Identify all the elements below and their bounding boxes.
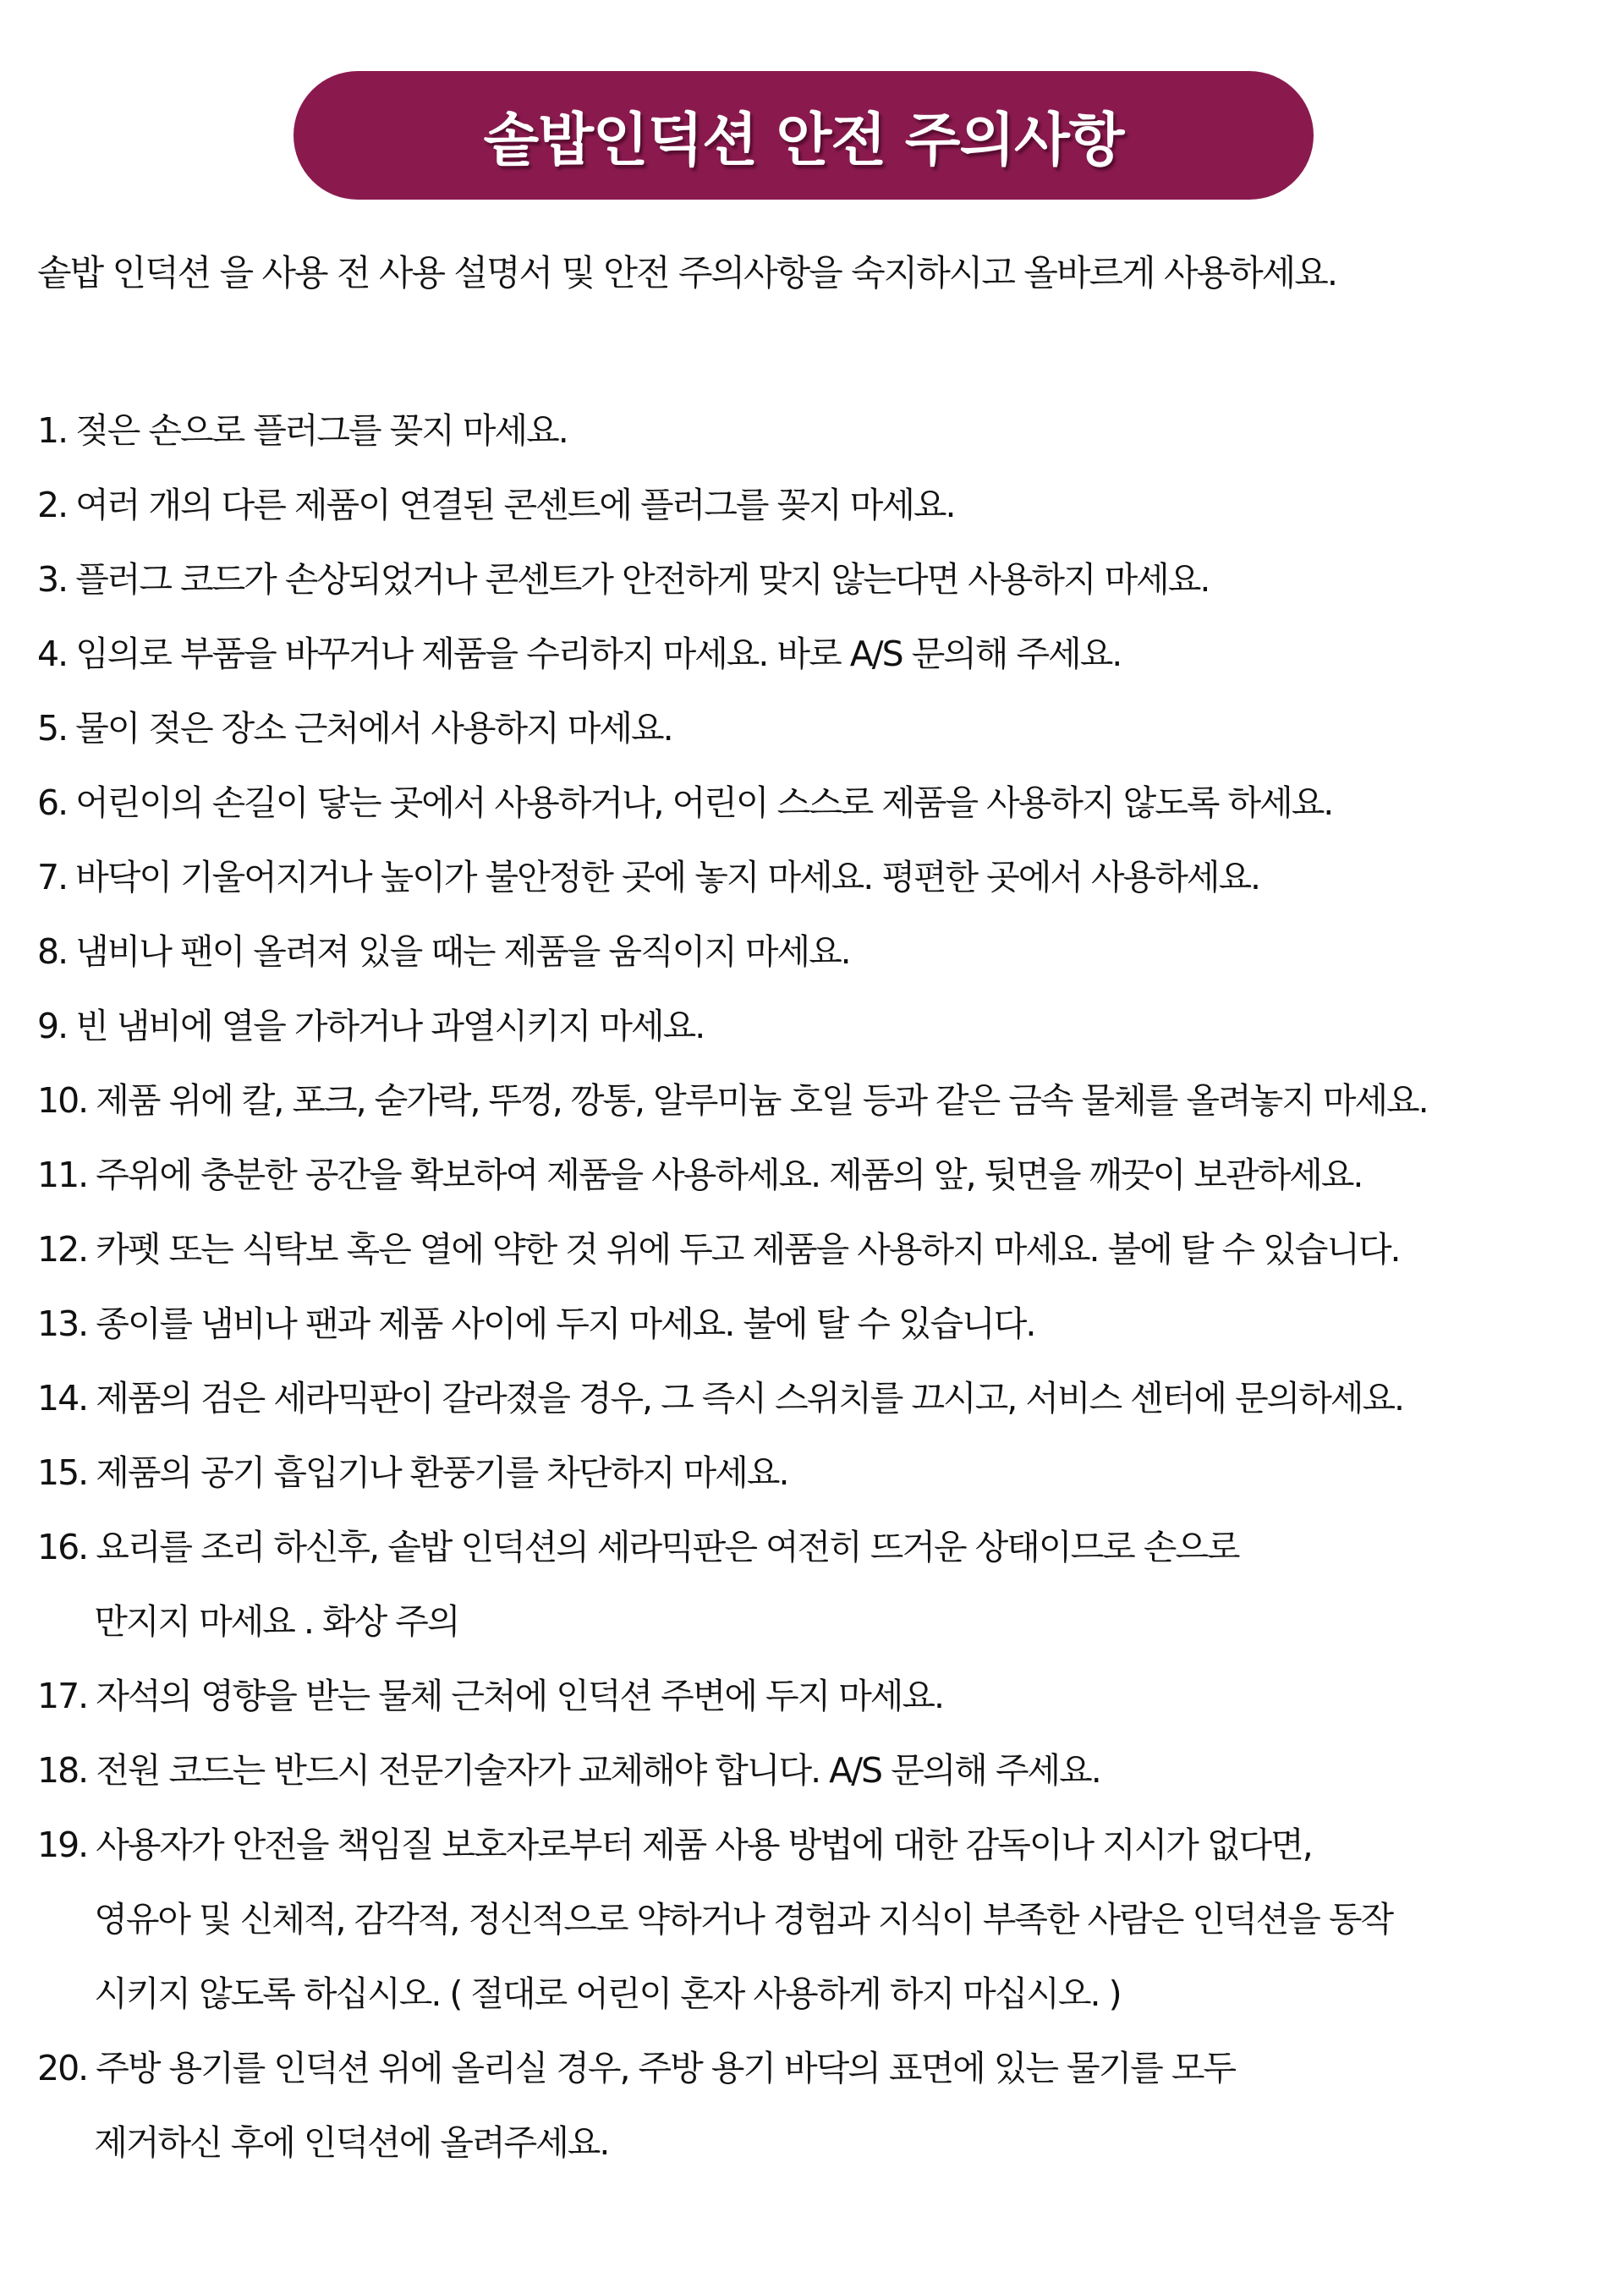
- precaution-number: 20.: [37, 2048, 88, 2088]
- precaution-number: 6.: [37, 782, 68, 823]
- precaution-text: [75, 617, 1121, 691]
- precaution-item: [37, 1063, 1602, 1138]
- precaution-line: 냄비나 팬이 올려져 있을 때는 제품을 움직이지 마세요.: [75, 931, 850, 972]
- precaution-number: 14.: [37, 1378, 88, 1419]
- precaution-item: [37, 1808, 1602, 2031]
- precaution-item: [37, 542, 1602, 617]
- precaution-item: [37, 691, 1602, 766]
- precaution-line: 자석의 영향을 받는 물체 근처에 인덕션 주변에 두지 마세요.: [96, 1676, 944, 1716]
- precaution-text: [96, 1808, 1392, 2031]
- precaution-text: [75, 840, 1259, 914]
- precaution-line: 플러그 코드가 손상되었거나 콘센트가 안전하게 맞지 않는다면 사용하지 마세요.: [75, 559, 1210, 600]
- precaution-text: [75, 766, 1332, 840]
- precaution-line: 영유아 및 신체적, 감각적, 정신적으로 약하거나 경험과 지식이 부족한 사람은 인덕션을 동작: [94, 1899, 1393, 1940]
- precaution-text: [96, 1361, 1403, 1435]
- precaution-item: [37, 1212, 1602, 1287]
- precaution-text: [75, 468, 954, 542]
- precaution-item: [37, 840, 1602, 914]
- precaution-line: 시키지 않도록 하십시오. ( 절대로 어린이 혼자 사용하게 하지 마십시오. ): [94, 1973, 1121, 2014]
- precaution-line: 물이 젖은 장소 근처에서 사용하지 마세요.: [75, 708, 672, 749]
- precaution-text: [96, 1659, 943, 1733]
- precaution-number: 10.: [37, 1080, 88, 1121]
- precaution-line: 만지지 마세요 . 화상 주의: [94, 1601, 459, 1642]
- precaution-number: 19.: [37, 1825, 88, 1865]
- precaution-item: [37, 914, 1602, 989]
- precaution-text: [96, 1435, 787, 1510]
- precaution-text: [96, 1138, 1362, 1212]
- intro-text: 솥밥 인덕션 을 사용 전 사용 설명서 및 안전 주의사항을 숙지하시고 올바르게 사용하세요.: [37, 252, 1337, 294]
- precaution-line: 제품의 검은 세라믹판이 갈라졌을 경우, 그 즉시 스위치를 끄시고, 서비스 센터에 문의하세요.: [96, 1378, 1404, 1419]
- precaution-number: 18.: [37, 1750, 88, 1791]
- precaution-item: [37, 2031, 1602, 2180]
- precaution-line: 주방 용기를 인덕션 위에 올리실 경우, 주방 용기 바닥의 표면에 있는 물기를 모두: [96, 2048, 1236, 2088]
- precaution-text: [96, 2031, 1235, 2180]
- precaution-number: 1.: [37, 410, 68, 451]
- precaution-number: 15.: [37, 1452, 88, 1493]
- title-banner: [294, 71, 1314, 200]
- precaution-line: 사용자가 안전을 책임질 보호자로부터 제품 사용 방법에 대한 감독이나 지시가 없다면,: [96, 1825, 1312, 1865]
- precaution-number: 11.: [37, 1155, 88, 1195]
- precaution-item: [37, 1361, 1602, 1435]
- precaution-line: 제품 위에 칼, 포크, 숟가락, 뚜껑, 깡통, 알루미늄 호일 등과 같은 금속 물체를 올려놓지 마세요.: [96, 1080, 1428, 1121]
- precaution-item: [37, 393, 1602, 468]
- precaution-number: 13.: [37, 1303, 88, 1344]
- precaution-text: [96, 1733, 1100, 1808]
- precaution-line: 카펫 또는 식탁보 혹은 열에 약한 것 위에 두고 제품을 사용하지 마세요. 불에 탈 수 있습니다.: [96, 1229, 1400, 1270]
- precaution-item: [37, 1510, 1602, 1659]
- precaution-item: [37, 617, 1602, 691]
- precaution-line: 어린이의 손길이 닿는 곳에서 사용하거나, 어린이 스스로 제품을 사용하지 않도록 하세요.: [75, 782, 1333, 823]
- precaution-text: [96, 1063, 1427, 1138]
- precaution-item: [37, 1733, 1602, 1808]
- precaution-item: [37, 989, 1602, 1063]
- precaution-number: 5.: [37, 708, 68, 749]
- precaution-item: [37, 1659, 1602, 1733]
- precaution-item: [37, 1287, 1602, 1361]
- precaution-line: 주위에 충분한 공간을 확보하여 제품을 사용하세요. 제품의 앞, 뒷면을 깨끗이 보관하세요.: [96, 1155, 1363, 1195]
- precaution-number: 2.: [37, 485, 68, 525]
- precaution-line: 요리를 조리 하신후, 솥밥 인덕션의 세라믹판은 여전히 뜨거운 상태이므로 손으로: [96, 1527, 1239, 1567]
- precaution-line: 여러 개의 다른 제품이 연결된 콘센트에 플러그를 꽂지 마세요.: [75, 485, 955, 525]
- precaution-text: [75, 989, 704, 1063]
- precaution-number: 17.: [37, 1676, 88, 1716]
- precaution-text: [75, 691, 672, 766]
- precaution-text: [75, 393, 568, 468]
- precaution-item: [37, 766, 1602, 840]
- precaution-number: 12.: [37, 1229, 88, 1270]
- precaution-item: [37, 1435, 1602, 1510]
- precaution-text: [96, 1510, 1238, 1659]
- precaution-text: [96, 1212, 1399, 1287]
- precaution-line: 제품의 공기 흡입기나 환풍기를 차단하지 마세요.: [96, 1452, 788, 1493]
- precaution-number: 16.: [37, 1527, 88, 1567]
- precaution-line: 바닥이 기울어지거나 높이가 불안정한 곳에 놓지 마세요. 평편한 곳에서 사용하세요.: [75, 857, 1260, 897]
- precaution-line: 제거하신 후에 인덕션에 올려주세요.: [94, 2122, 609, 2163]
- precaution-text: [96, 1287, 1034, 1361]
- precaution-line: 임의로 부품을 바꾸거나 제품을 수리하지 마세요. 바로 A/S 문의해 주세요.: [75, 634, 1122, 674]
- precaution-number: 3.: [37, 559, 68, 600]
- precaution-line: 종이를 냄비나 팬과 제품 사이에 두지 마세요. 불에 탈 수 있습니다.: [96, 1303, 1035, 1344]
- precaution-line: 빈 냄비에 열을 가하거나 과열시키지 마세요.: [75, 1006, 705, 1046]
- precaution-item: [37, 468, 1602, 542]
- precaution-number: 9.: [37, 1006, 68, 1046]
- precaution-line: 젖은 손으로 플러그를 꽂지 마세요.: [75, 410, 568, 451]
- precaution-number: 8.: [37, 931, 68, 972]
- precaution-text: [75, 542, 1209, 617]
- precaution-number: 4.: [37, 634, 68, 674]
- precaution-item: [37, 1138, 1602, 1212]
- precaution-number: 7.: [37, 857, 68, 897]
- page-title: 솥밥인덕션 안전 주의사항: [483, 107, 1124, 174]
- precaution-line: 전원 코드는 반드시 전문기술자가 교체해야 합니다. A/S 문의해 주세요.: [96, 1750, 1100, 1791]
- precaution-text: [75, 914, 850, 989]
- precaution-list: [37, 393, 1602, 2180]
